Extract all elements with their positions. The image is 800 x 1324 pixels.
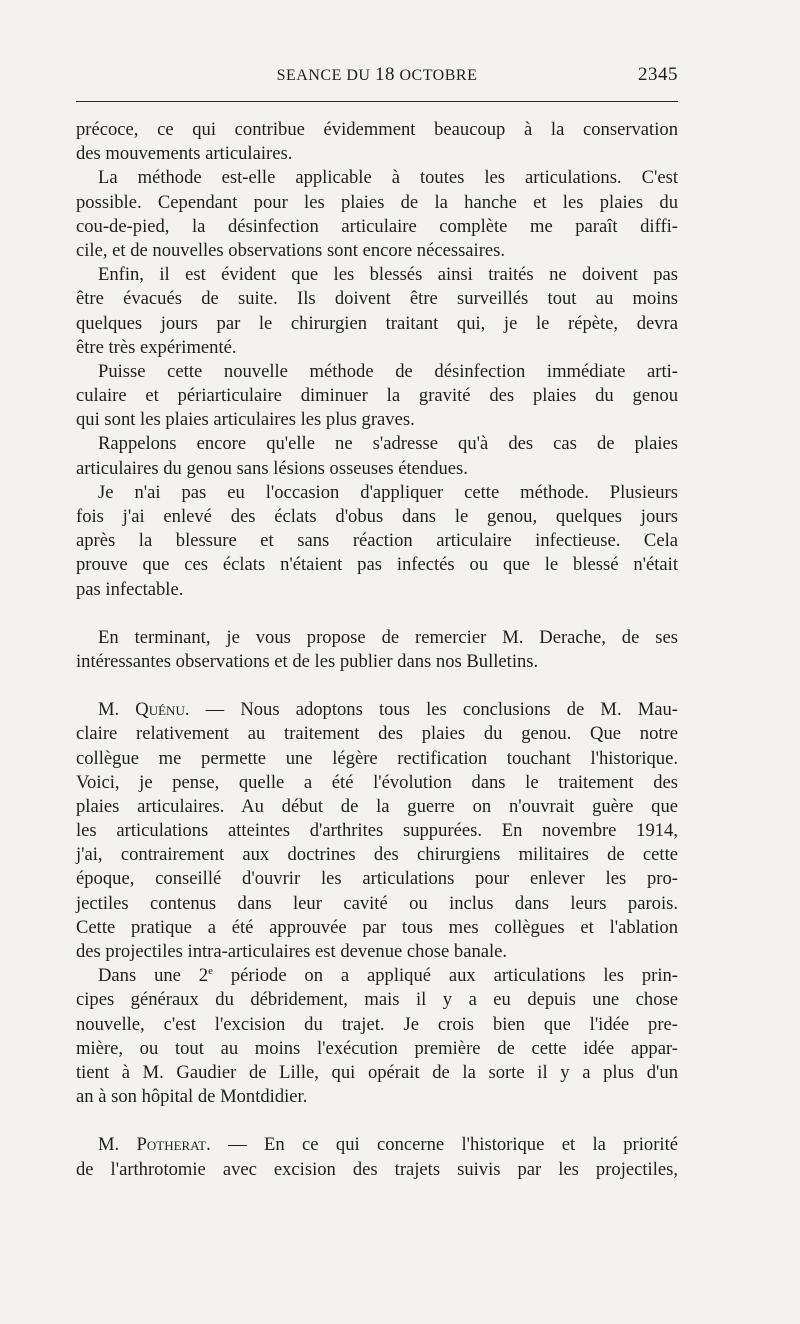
paragraph xyxy=(76,626,678,674)
text-line: précoce, ce qui contribue évidemment beaucoup à la conservation xyxy=(76,119,678,140)
text-fragment: — En ce qui concerne l'historique et la priorité xyxy=(210,1134,678,1156)
paragraph xyxy=(76,432,678,480)
text-line: plaies articulaires. Au début de la guerre on n'ouvrait guère que xyxy=(76,795,678,817)
text-line: possible. Cependant pour les plaies de la hanche et les plaies du xyxy=(76,191,678,213)
paragraph xyxy=(76,698,678,964)
paragraph xyxy=(76,118,678,166)
text-line: prouve que ces éclats n'étaient pas infectés ou que le blessé n'était xyxy=(76,554,678,576)
text-line: cou-de-pied, la désinfection articulaire complète me paraît diffi- xyxy=(76,215,678,237)
text-line: an à son hôpital de Montdidier. xyxy=(76,1086,308,1108)
text-line xyxy=(76,964,678,988)
speaker-name: M. Quénu. xyxy=(98,699,190,721)
text-line: de l'arthrotomie avec excision des trajets suivis par les projectiles, xyxy=(76,1158,678,1180)
text-line: époque, conseillé d'ouvrir les articulations pour enlever les pro- xyxy=(76,868,678,890)
page-number: 2345 xyxy=(638,64,678,85)
running-head-post: OCTOBRE xyxy=(394,67,478,84)
text-line: Je n'ai pas eu l'occasion d'appliquer cette méthode. Plusieurs xyxy=(98,481,678,503)
paragraph-gap xyxy=(76,1109,678,1133)
body-text xyxy=(76,118,678,1182)
text-line: des mouvements articulaires. xyxy=(76,143,293,165)
text-line: culaire et périarticulaire diminuer la gravité des plaies du genou xyxy=(76,385,678,407)
text-fragment: Dans une 2 xyxy=(98,965,209,987)
text-line: Cette pratique a été approuvée par tous mes collègues et l'ablation xyxy=(76,916,678,938)
header-rule xyxy=(76,101,678,102)
paragraph-gap xyxy=(76,602,678,626)
text-line: les articulations atteintes d'arthrites suppurées. En novembre 1914, xyxy=(76,820,678,842)
text-line: jectiles contenus dans leur cavité ou inclus dans leurs parois. xyxy=(76,892,678,914)
text-line: cipes généraux du débridement, mais il y a eu depuis une chose xyxy=(76,989,678,1011)
text-line: Voici, je pense, quelle a été l'évolution dans le traitement des xyxy=(76,771,678,793)
speaker-name: M. Potherat. xyxy=(98,1134,211,1156)
text-line: Rappelons encore qu'elle ne s'adresse qu'à des cas de plaies xyxy=(98,433,678,455)
paragraph-gap xyxy=(76,674,678,698)
text-line: tient à M. Gaudier de Lille, qui opérait de la sorte il y a plus d'un xyxy=(76,1061,678,1083)
superscript: e xyxy=(208,965,213,978)
text-line: intéressantes observations et de les publier dans nos Bulletins. xyxy=(76,650,539,672)
text-line: articulaires du genou sans lésions osseuses étendues. xyxy=(76,457,468,479)
text-line: pas infectable. xyxy=(76,578,184,600)
paragraph xyxy=(76,166,678,263)
text-line xyxy=(76,698,678,722)
text-line: cile, et de nouvelles observations sont encore nécessaires. xyxy=(76,239,506,261)
text-line xyxy=(76,1133,678,1157)
paragraph xyxy=(76,1133,678,1181)
paragraph xyxy=(76,481,678,602)
text-line: mière, ou tout au moins l'exécution première de cette idée appar- xyxy=(76,1037,678,1059)
text-line: quelques jours par le chirurgien traitant qui, je le répète, devra xyxy=(76,312,678,334)
text-line: nouvelle, c'est l'excision du trajet. Je crois bien que l'idée pre- xyxy=(76,1013,678,1035)
text-line: claire relativement au traitement des plaies du genou. Que notre xyxy=(76,723,678,745)
text-line: Puisse cette nouvelle méthode de désinfection immédiate arti- xyxy=(98,360,678,382)
text-fragment: période on a appliqué aux articulations les prin- xyxy=(212,965,678,987)
text-fragment: — Nous adoptons tous les conclusions de M. Mau- xyxy=(189,699,678,721)
text-line: être très expérimenté. xyxy=(76,336,237,358)
paragraph xyxy=(76,360,678,433)
text-line: fois j'ai enlevé des éclats d'obus dans le genou, quelques jours xyxy=(76,506,678,527)
text-line: j'ai, contrairement aux doctrines des chirurgiens militaires de cette xyxy=(76,844,678,866)
running-head-pre: SEANCE DU xyxy=(276,67,375,84)
text-line: Enfin, il est évident que les blessés ainsi traités ne doivent pas xyxy=(98,264,678,286)
paragraph xyxy=(76,964,678,1109)
text-line: être évacués de suite. Ils doivent être surveillés tout au moins xyxy=(76,288,678,310)
text-line: des projectiles intra-articulaires est devenue chose banale. xyxy=(76,941,508,962)
text-line: collègue me permette une légère rectification touchant l'historique. xyxy=(76,747,678,769)
text-line: qui sont les plaies articulaires les plus graves. xyxy=(76,409,415,431)
paragraph xyxy=(76,263,678,360)
text-line: En terminant, je vous propose de remercier M. Derache, de ses xyxy=(98,626,678,648)
text-line: après la blessure et sans réaction articulaire infectieuse. Cela xyxy=(76,530,678,552)
running-head xyxy=(76,64,678,86)
text-line: La méthode est-elle applicable à toutes les articulations. C'est xyxy=(98,167,678,189)
running-head-date: 18 xyxy=(374,64,395,85)
page-header xyxy=(76,64,678,90)
